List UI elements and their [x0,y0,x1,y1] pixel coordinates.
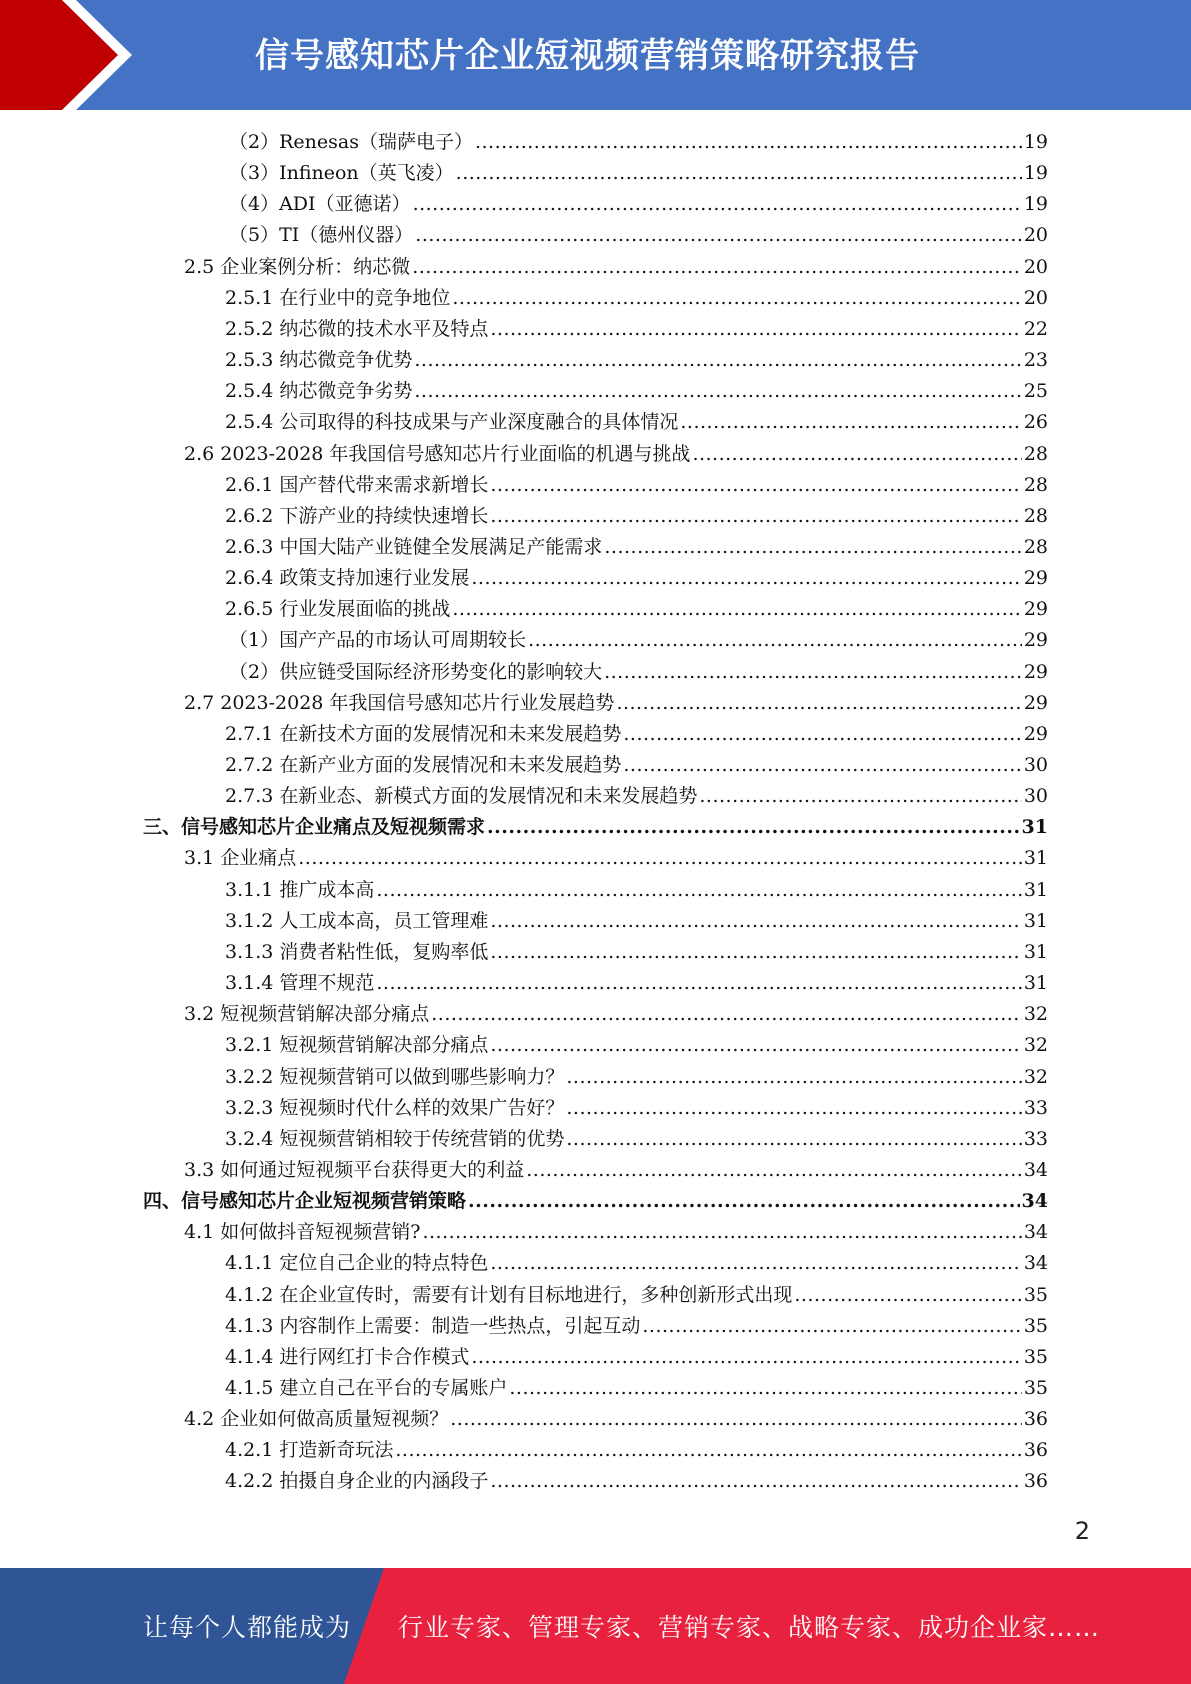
toc-entry-page: 29 [1023,722,1048,745]
toc-entry[interactable] [225,314,1048,345]
toc-dot-leader [452,283,1021,314]
toc-entry-page: 20 [1023,286,1048,309]
toc-dot-leader [623,750,1021,781]
report-title: 信号感知芯片企业短视频营销策略研究报告 [255,36,920,76]
toc-dot-leader [431,999,1022,1030]
toc-entry[interactable] [225,968,1048,999]
toc-dot-leader [490,1030,1021,1061]
toc-entry[interactable] [225,345,1048,376]
toc-entry-title: 4.1 如何做抖音短视频营销? [184,1221,421,1244]
toc-entry[interactable] [184,1404,1048,1435]
toc-entry-title: 4.1.3 内容制作上需要：制造一些热点，引起互动 [225,1314,641,1337]
toc-entry-title: （5）TI（德州仪器） [229,224,414,247]
toc-entry-title: 3.1.2 人工成本高，员工管理难 [225,909,489,932]
toc-entry-page: 35 [1023,1314,1048,1337]
toc-entry-title: 4.1.1 定位自己企业的特点特色 [225,1252,489,1275]
toc-entry-page: 31 [1021,816,1048,839]
toc-entry-page: 30 [1023,754,1048,776]
toc-entry-page: 19 [1023,162,1048,185]
toc-entry-page: 31 [1023,909,1048,932]
toc-entry[interactable] [225,937,1048,968]
toc-entry-title: 4.1.4 进行网红打卡合作模式 [225,1345,470,1368]
toc-entry[interactable] [225,1093,1048,1124]
toc-dot-leader [490,1466,1021,1497]
toc-entry-page: 28 [1023,473,1048,496]
toc-dot-leader [680,407,1021,438]
toc-entry-title: （2）供应链受国际经济形势变化的影响较大 [229,660,603,683]
toc-entry-page: 36 [1023,1470,1048,1493]
toc-entry[interactable] [225,1342,1048,1373]
toc-entry-page: 29 [1023,567,1048,590]
toc-entry[interactable] [229,127,1048,158]
toc-dot-leader [692,439,1021,470]
toc-dot-leader [376,875,1021,906]
toc-entry-title: （4）ADI（亚德诺） [229,193,411,216]
toc-entry[interactable] [225,376,1048,407]
toc-dot-leader [471,563,1021,594]
toc-dot-leader [456,158,1022,189]
toc-entry-page: 34 [1023,1158,1048,1181]
toc-dot-leader [490,314,1021,345]
toc-entry-title: 三、信号感知芯片企业痛点及短视频需求 [143,816,486,839]
toc-entry[interactable] [225,1248,1048,1279]
toc-entry[interactable] [225,594,1048,625]
toc-entry-title: 2.5 企业案例分析：纳芯微 [184,255,411,278]
toc-entry[interactable] [184,999,1048,1030]
toc-dot-leader [475,127,1022,158]
toc-entry-page: 19 [1023,131,1048,153]
toc-entry-title: 3.2.2 短视频营销可以做到哪些影响力？ [225,1065,565,1088]
toc-entry-title: 2.6.2 下游产业的持续快速增长 [225,504,489,527]
toc-entry-page: 32 [1023,1065,1048,1088]
toc-entry-title: 2.5.3 纳芯微竞争优势 [225,349,413,372]
toc-entry-title: 3.2.1 短视频营销解决部分痛点 [225,1034,489,1057]
toc-entry-title: 3.2.3 短视频时代什么样的效果广告好？ [225,1096,565,1119]
toc-entry[interactable] [225,781,1048,812]
page-footer [0,1568,1191,1684]
toc-entry[interactable] [225,1030,1048,1061]
toc-dot-leader [487,812,1020,843]
toc-entry[interactable] [229,189,1048,220]
toc-dot-leader [490,1248,1021,1279]
toc-entry-title: 4.1.5 建立自己在平台的专属账户 [225,1377,508,1399]
toc-dot-leader [623,719,1021,750]
toc-entry-title: 3.3 如何通过短视频平台获得更大的利益 [184,1158,525,1181]
toc-dot-leader [414,345,1021,376]
toc-dot-leader [414,376,1021,407]
toc-entry[interactable] [184,1155,1048,1186]
toc-entry-page: 31 [1023,972,1048,995]
toc-dot-leader [526,1155,1022,1186]
toc-entry-page: 35 [1023,1377,1048,1399]
toc-entry[interactable] [225,875,1048,906]
toc-entry-page: 29 [1023,629,1048,652]
toc-entry[interactable] [225,501,1048,532]
toc-entry-page: 29 [1023,691,1048,714]
toc-entry-title: 3.2.4 短视频营销相较于传统营销的优势 [225,1127,565,1150]
toc-entry-page: 32 [1023,1003,1048,1026]
toc-entry-title: 2.6.1 国产替代带来需求新增长 [225,473,489,496]
toc-entry[interactable] [225,1373,1048,1404]
toc-entry-page: 32 [1023,1034,1048,1057]
toc-dot-leader [509,1373,1021,1404]
toc-entry-title: 2.7 2023-2028 年我国信号感知芯片行业发展趋势 [184,691,615,714]
toc-entry-title: 4.1.2 在企业宣传时，需要有计划有目标地进行，多种创新形式出现 [225,1283,793,1306]
toc-entry[interactable] [225,283,1048,314]
toc-entry[interactable] [225,906,1048,937]
toc-dot-leader [616,688,1021,719]
toc-dot-leader [471,1342,1021,1373]
toc-entry-page: 20 [1023,255,1048,278]
toc-entry-title: 四、信号感知芯片企业短视频营销策略 [143,1190,467,1213]
toc-entry[interactable] [229,158,1048,189]
toc-entry-title: （1）国产产品的市场认可周期较长 [229,629,527,652]
toc-entry[interactable] [225,470,1048,501]
toc-dot-leader [468,1186,1020,1217]
toc-dot-leader [490,937,1021,968]
footer-slogan-right: 行业专家、管理专家、营销专家、战略专家、成功企业家…… [398,1613,1101,1642]
toc-entry-page: 29 [1023,598,1048,621]
toc-entry[interactable] [184,843,1048,874]
toc-entry-page: 28 [1023,442,1048,465]
toc-entry-page: 34 [1021,1190,1048,1213]
toc-entry-title: 4.2.1 打造新奇玩法 [225,1439,394,1462]
toc-entry-title: 2.6.3 中国大陆产业链健全发展满足产能需求 [225,535,603,558]
toc-entry-page: 29 [1023,660,1048,683]
toc-entry-page: 33 [1023,1127,1048,1150]
page-header [0,0,1191,110]
toc-entry-title: （3）Infineon（英飞凌） [229,162,454,185]
toc-entry[interactable] [184,439,1048,470]
toc-entry-title: 2.5.2 纳芯微的技术水平及特点 [225,317,489,340]
toc-dot-leader [415,220,1022,251]
toc-entry-page: 35 [1023,1283,1048,1306]
toc-dot-leader [422,1217,1021,1248]
toc-dot-leader [490,501,1021,532]
toc-entry-page: 36 [1023,1439,1048,1462]
toc-dot-leader [642,1311,1021,1342]
toc-entry[interactable] [143,812,1048,843]
toc-entry-title: 4.2 企业如何做高质量短视频？ [184,1408,449,1431]
toc-entry-title: 3.2 短视频营销解决部分痛点 [184,1003,430,1026]
toc-entry-page: 30 [1023,785,1048,808]
toc-entry[interactable] [229,625,1048,656]
toc-entry[interactable] [225,750,1048,781]
toc-dot-leader [528,625,1022,656]
toc-dot-leader [490,470,1021,501]
toc-entry-title: 2.7.3 在新业态、新模式方面的发展情况和未来发展趋势 [225,785,698,808]
toc-entry[interactable] [229,220,1048,251]
toc-dot-leader [566,1124,1021,1155]
toc-dot-leader [604,532,1021,563]
toc-dot-leader [395,1435,1021,1466]
page-number: 2 [1074,1517,1090,1545]
toc-entry[interactable] [225,719,1048,750]
toc-entry[interactable] [225,563,1048,594]
toc-entry-title: 3.1 企业痛点 [184,847,297,870]
toc-entry-page: 20 [1023,224,1048,247]
toc-entry-title: 2.5.4 公司取得的科技成果与产业深度融合的具体情况 [225,411,679,434]
toc-dot-leader [566,1062,1021,1093]
toc-dot-leader [566,1093,1021,1124]
toc-entry[interactable] [225,1435,1048,1466]
toc-entry-page: 31 [1023,878,1048,901]
toc-dot-leader [699,781,1021,812]
toc-entry-page: 19 [1023,193,1048,216]
toc-entry[interactable] [225,1466,1048,1497]
toc-entry[interactable] [225,1062,1048,1093]
toc-entry-page: 34 [1023,1221,1048,1244]
toc-entry-page: 26 [1023,411,1048,434]
toc-entry-title: 2.5.1 在行业中的竞争地位 [225,286,451,309]
footer-slogan-left: 让每个人都能成为 [143,1613,352,1642]
toc-entry-page: 22 [1023,317,1048,340]
toc-entry-title: 2.5.4 纳芯微竞争劣势 [225,380,413,403]
toc-entry-page: 28 [1023,504,1048,527]
toc-entry-page: 34 [1023,1252,1048,1275]
toc-entry-title: 3.1.3 消费者粘性低，复购率低 [225,940,489,963]
toc-entry-page: 25 [1023,380,1048,403]
toc-entry-title: 4.2.2 拍摄自身企业的内涵段子 [225,1470,489,1493]
toc-dot-leader [450,1404,1022,1435]
toc-entry[interactable] [184,252,1048,283]
toc-entry[interactable] [184,688,1048,719]
toc-entry-title: 2.6.4 政策支持加速行业发展 [225,567,470,590]
chevron-arrow-icon [0,0,160,110]
toc-dot-leader [604,657,1022,688]
toc-entry-title: （2）Renesas（瑞萨电子） [229,131,473,153]
toc-entry[interactable] [225,532,1048,563]
toc-entry-title: 2.7.2 在新产业方面的发展情况和未来发展趋势 [225,754,622,776]
toc-entry[interactable] [229,657,1048,688]
toc-entry-title: 3.1.4 管理不规范 [225,972,375,995]
toc-entry-page: 35 [1023,1345,1048,1368]
toc-entry[interactable] [225,1280,1048,1311]
toc-entry-title: 2.6.5 行业发展面临的挑战 [225,598,451,621]
toc-entry-title: 3.1.1 推广成本高 [225,878,375,901]
toc-dot-leader [794,1280,1021,1311]
toc-dot-leader [298,843,1022,874]
toc-entry-page: 33 [1023,1096,1048,1119]
toc-entry-title: 2.6 2023-2028 年我国信号感知芯片行业面临的机遇与挑战 [184,442,691,465]
toc-entry[interactable] [225,1311,1048,1342]
toc-entry[interactable] [143,1186,1048,1217]
toc-entry-page: 31 [1023,847,1048,870]
toc-entry-title: 2.7.1 在新技术方面的发展情况和未来发展趋势 [225,722,622,745]
toc-entry-page: 23 [1023,349,1048,372]
toc-dot-leader [413,189,1022,220]
toc-dot-leader [452,594,1021,625]
toc-dot-leader [412,252,1022,283]
toc-entry[interactable] [225,1124,1048,1155]
toc-entry[interactable] [184,1217,1048,1248]
toc-entry-page: 31 [1023,940,1048,963]
toc-entry-page: 36 [1023,1408,1048,1431]
toc-entry-page: 28 [1023,535,1048,558]
toc-entry[interactable] [225,407,1048,438]
toc-dot-leader [490,906,1021,937]
toc-dot-leader [376,968,1021,999]
